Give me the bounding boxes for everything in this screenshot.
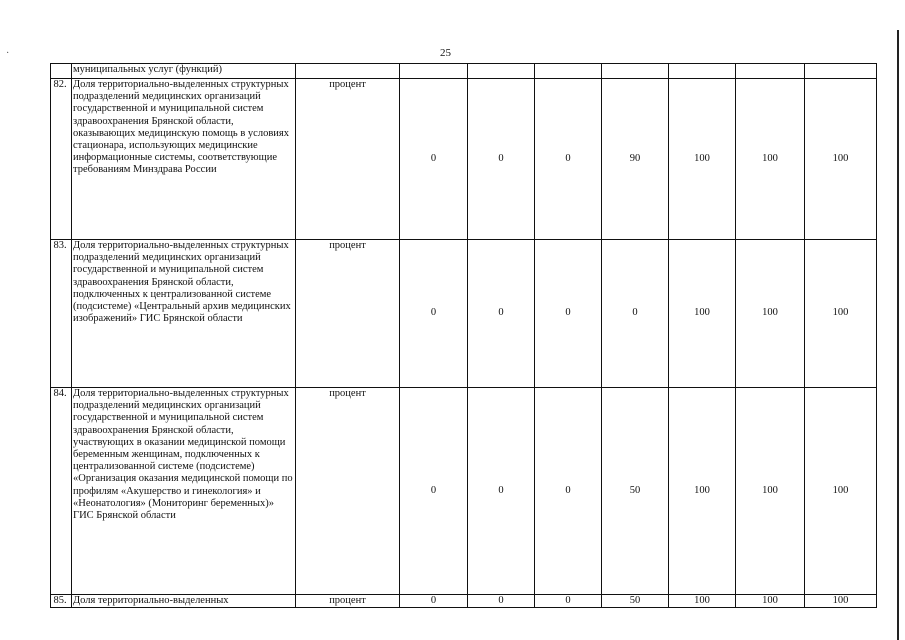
value-cell: 50 xyxy=(602,388,669,595)
unit: процент xyxy=(296,79,400,240)
table-row xyxy=(51,388,877,595)
value-cell: 100 xyxy=(736,388,805,595)
value-cell: 0 xyxy=(468,240,535,388)
value-cell xyxy=(602,64,669,79)
value-cell xyxy=(468,64,535,79)
value-cell xyxy=(736,64,805,79)
row-number: 84. xyxy=(51,388,72,595)
row-number xyxy=(51,64,72,79)
value-cell: 90 xyxy=(602,79,669,240)
value-cell: 0 xyxy=(468,388,535,595)
value-cell xyxy=(535,64,602,79)
value-cell: 100 xyxy=(805,595,877,608)
value-cell: 100 xyxy=(669,388,736,595)
indicator-name: Доля территориально-выделенных структурных подразделений медицинских организаций государственной и муниципальной систем здравоохранения Брянской области, подключенных к централизованной системе (подсистеме) «Центральный архив медицинских изображений» ГИС Брянской области xyxy=(72,240,296,388)
unit: процент xyxy=(296,388,400,595)
value-cell: 0 xyxy=(468,595,535,608)
table-row xyxy=(51,240,877,388)
scan-edge-line xyxy=(897,30,899,640)
value-cell: 100 xyxy=(669,595,736,608)
value-cell: 100 xyxy=(736,595,805,608)
value-cell: 100 xyxy=(805,388,877,595)
value-cell: 100 xyxy=(669,79,736,240)
row-number: 83. xyxy=(51,240,72,388)
table-row xyxy=(51,595,877,608)
indicator-name: Доля территориально-выделенных структурных подразделений медицинских организаций государственной и муниципальной систем здравоохранения Брянской области, участвующих в оказании медицинской помощи беременным женщинам, подключенных к централизованной системе (подсистеме) «Организация оказания медицинской помощи по профилям «Акушерство и гинекология» и «Неонатология» (Мониторинг беременных)» ГИС Брянской области xyxy=(72,388,296,595)
value-cell: 0 xyxy=(602,240,669,388)
page-number: 25 xyxy=(440,47,451,59)
value-cell: 0 xyxy=(400,388,468,595)
indicators-table xyxy=(50,63,877,608)
value-cell: 0 xyxy=(535,595,602,608)
stray-dot: · xyxy=(6,48,10,59)
row-number: 85. xyxy=(51,595,72,608)
table-row-continuation xyxy=(51,64,877,79)
value-cell: 0 xyxy=(535,388,602,595)
value-cell: 100 xyxy=(805,79,877,240)
value-cell: 100 xyxy=(805,240,877,388)
value-cell: 0 xyxy=(400,595,468,608)
row-number: 82. xyxy=(51,79,72,240)
table-row xyxy=(51,79,877,240)
value-cell: 0 xyxy=(468,79,535,240)
value-cell xyxy=(805,64,877,79)
indicator-name: Доля территориально-выделенных xyxy=(72,595,296,608)
value-cell: 100 xyxy=(736,240,805,388)
value-cell: 0 xyxy=(535,240,602,388)
value-cell: 50 xyxy=(602,595,669,608)
value-cell xyxy=(669,64,736,79)
value-cell: 0 xyxy=(400,240,468,388)
value-cell xyxy=(400,64,468,79)
value-cell: 0 xyxy=(400,79,468,240)
indicator-name: Доля территориально-выделенных структурных подразделений медицинских организаций государственной и муниципальной систем здравоохранения Брянской области, оказывающих медицинскую помощь в условиях стационара, использующих медицинские информационные системы, соответствующие требованиям Минздрава России xyxy=(72,79,296,240)
value-cell: 100 xyxy=(669,240,736,388)
unit: процент xyxy=(296,240,400,388)
unit xyxy=(296,64,400,79)
indicator-name: муниципальных услуг (функций) xyxy=(72,64,296,79)
value-cell: 0 xyxy=(535,79,602,240)
value-cell: 100 xyxy=(736,79,805,240)
unit: процент xyxy=(296,595,400,608)
